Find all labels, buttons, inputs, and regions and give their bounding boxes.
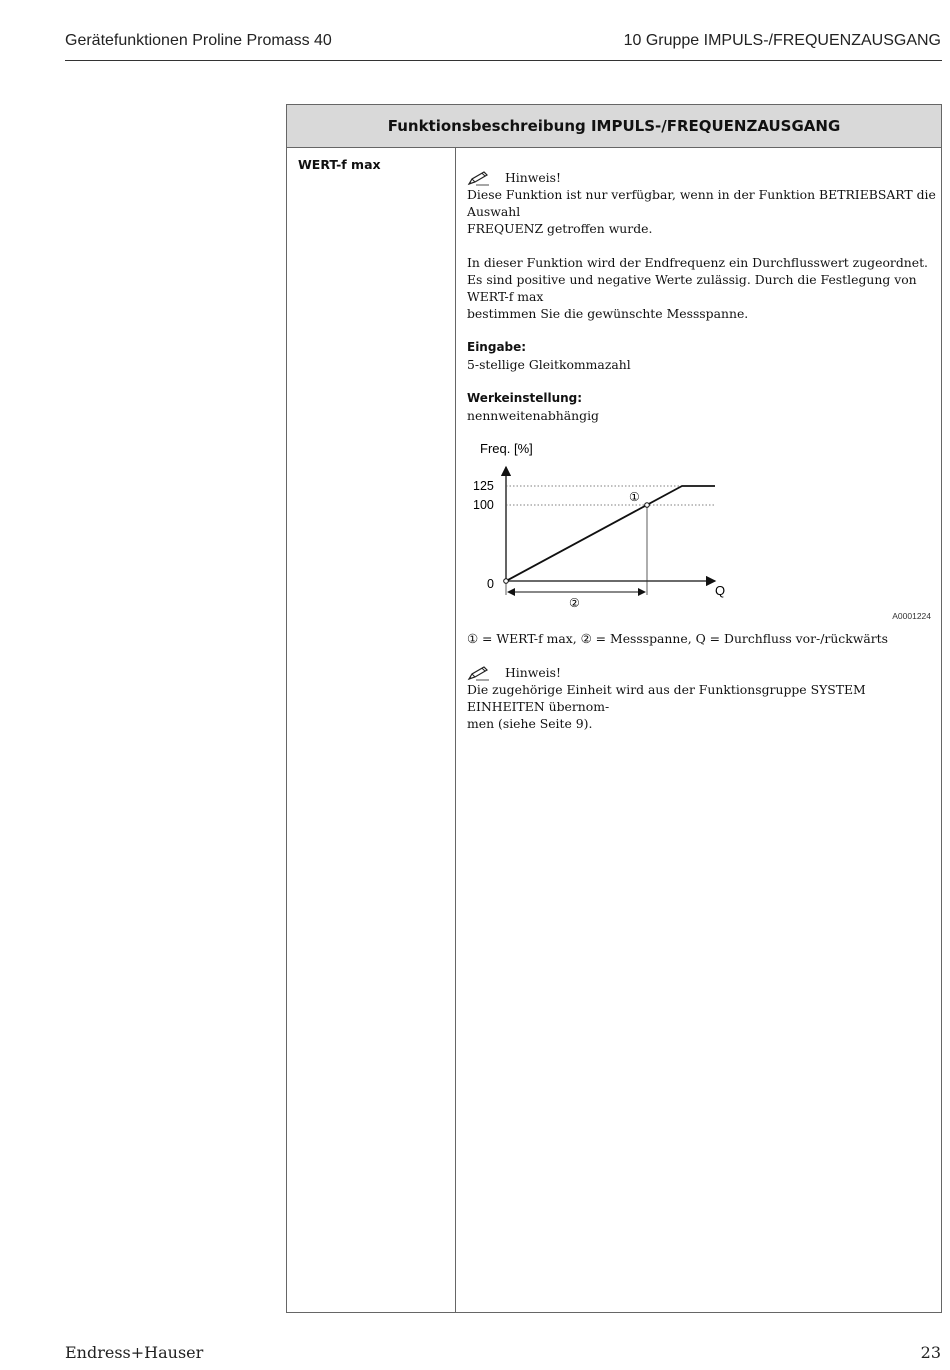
y-axis-label: Freq. [%] — [480, 441, 533, 456]
input-value: 5-stellige Gleitkommazahl — [467, 357, 631, 372]
page-number: 23 — [920, 1343, 941, 1362]
figure-legend: ① = WERT-f max, ② = Messspanne, Q = Durchfluss vor-/rückwärts — [467, 631, 889, 646]
input-label: Eingabe: — [467, 340, 527, 354]
frequency-diagram — [467, 440, 937, 626]
running-header-right: 10 Gruppe IMPULS-/FREQUENZAUSGANG — [623, 32, 941, 49]
note-1-text-line-1: Diese Funktion ist nur verfügbar, wenn in der Funktion BETRIEBSART die Auswahl — [467, 187, 936, 219]
x-axis-label: Q — [715, 583, 726, 598]
footer-brand: Endress+Hauser — [65, 1343, 204, 1362]
header-rule — [65, 60, 942, 61]
marker-1: ① — [629, 490, 640, 504]
note-1-label: Hinweis! — [505, 170, 561, 185]
paragraph-line-1: In dieser Funktion wird der Endfrequenz ein Durchflusswert zugeordnet. — [467, 255, 928, 270]
table-title: Funktionsbeschreibung IMPULS-/FREQUENZAUSGANG — [287, 105, 941, 148]
diagram-svg — [467, 440, 937, 626]
function-table — [286, 104, 942, 1313]
tick-0: 0 — [487, 577, 494, 591]
note-2-text-line-2: men (siehe Seite 9). — [467, 716, 593, 731]
running-header-left: Gerätefunktionen Proline Promass 40 — [65, 32, 332, 49]
function-description — [467, 169, 937, 732]
tick-125: 125 — [473, 479, 494, 493]
tick-100: 100 — [473, 498, 494, 512]
default-value: nennweitenabhängig — [467, 408, 599, 423]
frequency-curve — [506, 486, 715, 581]
marker-2: ② — [569, 596, 580, 610]
pencil-icon — [467, 665, 491, 681]
column-divider — [455, 147, 456, 1312]
origin-point — [504, 579, 509, 584]
note-2-text-line-1: Die zugehörige Einheit wird aus der Funktionsgruppe SYSTEM EINHEITEN übernom- — [467, 682, 866, 714]
function-name: WERT-f max — [298, 157, 381, 172]
pencil-icon — [467, 170, 491, 186]
note-1-text-line-2: FREQUENZ getroffen wurde. — [467, 221, 653, 236]
default-label: Werkeinstellung: — [467, 391, 583, 405]
paragraph-line-2: Es sind positive und negative Werte zulässig. Durch die Festlegung von WERT-f max — [467, 272, 917, 304]
fmax-point — [645, 503, 650, 508]
figure-id: A0001224 — [892, 611, 931, 621]
note-2 — [467, 664, 937, 681]
note-1 — [467, 169, 937, 186]
paragraph-line-3: bestimmen Sie die gewünschte Messspanne. — [467, 306, 749, 321]
note-2-label: Hinweis! — [505, 665, 561, 680]
